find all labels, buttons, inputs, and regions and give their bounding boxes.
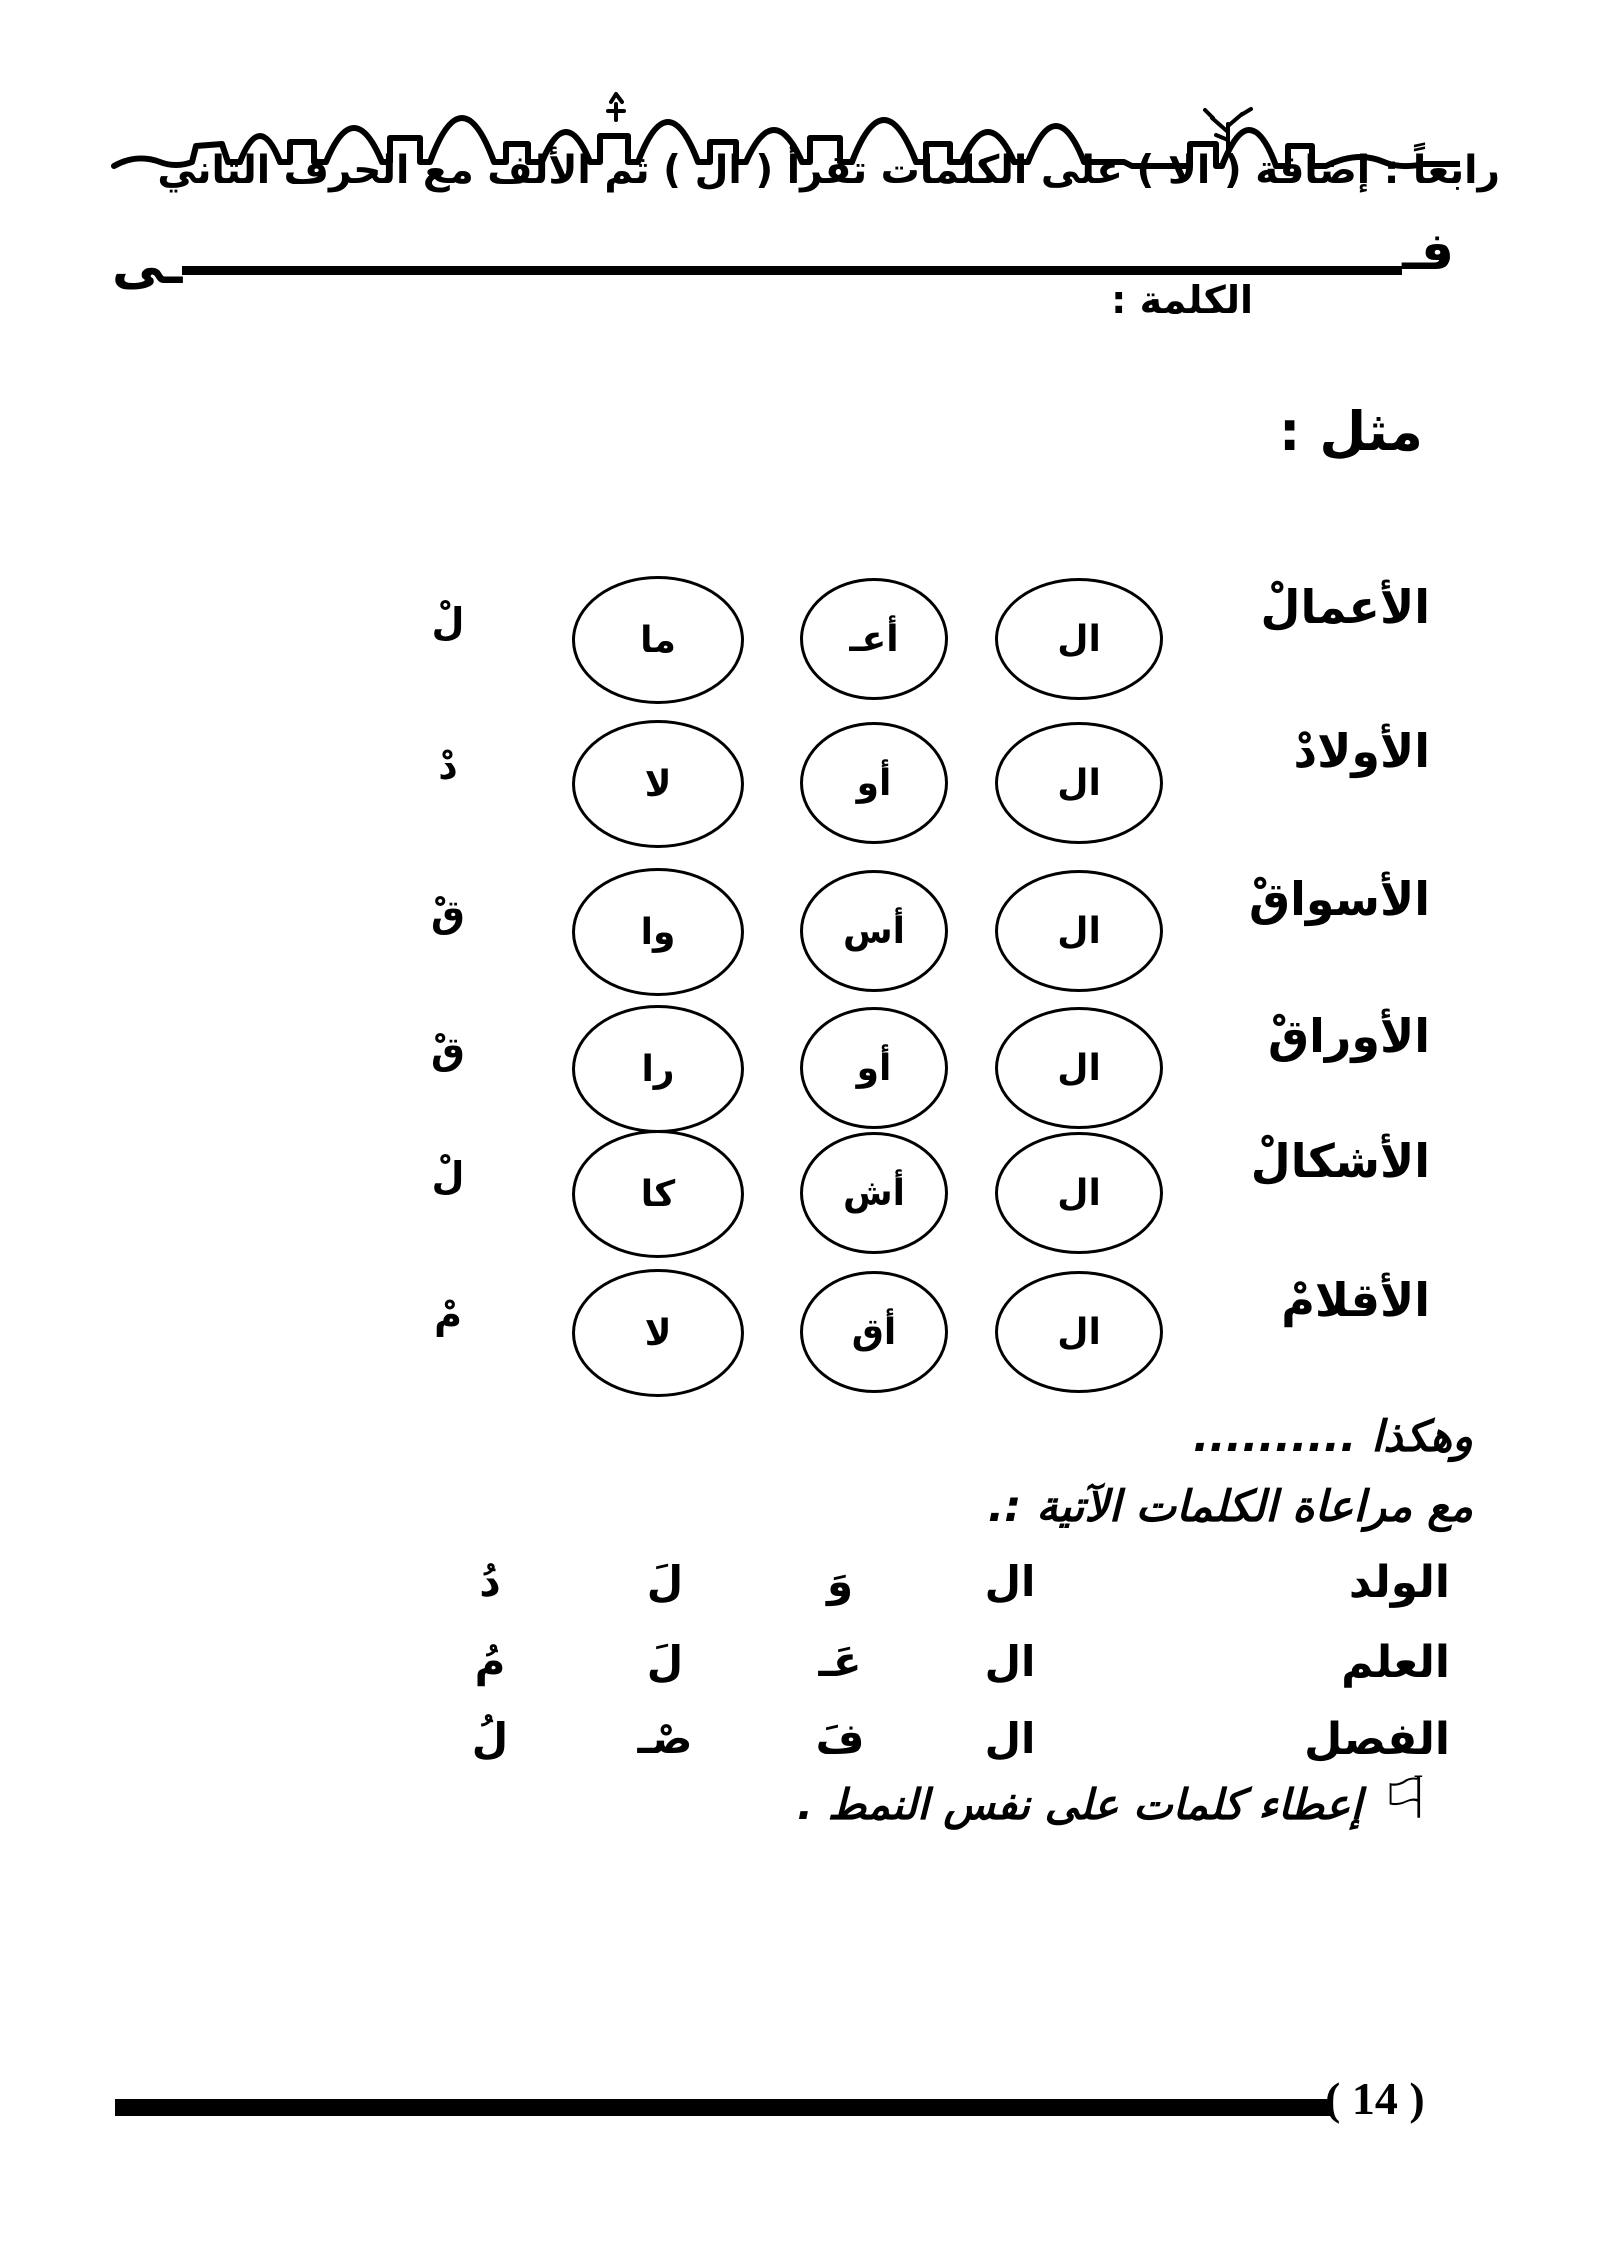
syllable-text: ما xyxy=(640,619,676,661)
final-letter: لْ xyxy=(431,600,465,644)
kashida-line xyxy=(182,266,1402,275)
example-row xyxy=(0,576,1600,702)
syllable-bubble xyxy=(572,868,744,996)
syllable-bubble xyxy=(572,720,744,848)
breakdown-word: الفصل xyxy=(1304,1714,1450,1765)
breakdown-part: وَ xyxy=(826,1557,854,1606)
syllable-text: كا xyxy=(640,1173,676,1215)
breakdown-row xyxy=(0,1557,1600,1629)
breakdown-part: مُ xyxy=(474,1637,506,1686)
breakdown-word: الولد xyxy=(1348,1557,1450,1608)
example-row xyxy=(0,1269,1600,1395)
syllable-text: ال xyxy=(1057,762,1101,804)
syllable-bubble xyxy=(995,1132,1163,1254)
flag-icon: ⚐ xyxy=(1380,1764,1432,1832)
breakdown-part: دُ xyxy=(479,1557,501,1606)
continuation-line: وهكذا .......... xyxy=(1192,1412,1473,1462)
teacher-note: إعطاء كلمات على نفس النمط . xyxy=(796,1780,1362,1829)
example-word: الأشكالْ xyxy=(1250,1134,1430,1188)
breakdown-row xyxy=(0,1637,1600,1709)
breakdown-part: عَـ xyxy=(818,1637,862,1686)
breakdown-row xyxy=(0,1714,1600,1786)
syllable-bubble xyxy=(995,578,1163,700)
final-letter: قْ xyxy=(431,892,465,936)
breakdown-part: ال xyxy=(984,1637,1036,1686)
final-letter: لْ xyxy=(431,1154,465,1198)
breakdown-part: صْـ xyxy=(637,1714,693,1763)
consider-words-line: مع مراعاة الكلمات الآتية :. xyxy=(987,1482,1473,1532)
syllable-bubble xyxy=(995,1007,1163,1129)
breakdown-part: لُ xyxy=(471,1714,509,1763)
word-label: الكلمة : xyxy=(1111,278,1253,322)
breakdown-part: لَ xyxy=(646,1557,684,1606)
breakdown-part: لَ xyxy=(646,1637,684,1686)
syllable-text: ال xyxy=(1057,1172,1101,1214)
syllable-bubble xyxy=(800,1007,948,1129)
lesson-title: رابعاً : إضافة ( الا ) على الكلمات تقرأ ( ال ) ثم الألف مع الحرف الثاني xyxy=(157,148,1500,193)
example-row xyxy=(0,1005,1600,1131)
syllable-bubble xyxy=(800,1132,948,1254)
fi-start-letter: فـ xyxy=(1402,222,1454,282)
syllable-text: ال xyxy=(1057,1311,1101,1353)
fi-end-letter: ـى xyxy=(112,236,183,296)
syllable-bubble xyxy=(572,576,744,704)
syllable-bubble xyxy=(995,870,1163,992)
syllable-bubble xyxy=(572,1269,744,1397)
example-word: الأولادْ xyxy=(1293,724,1430,778)
footer-rule xyxy=(115,2099,1330,2116)
example-word: الأوراقْ xyxy=(1268,1009,1430,1063)
breakdown-part: فَ xyxy=(815,1714,865,1763)
syllable-bubble xyxy=(995,722,1163,844)
syllable-text: ال xyxy=(1057,618,1101,660)
breakdown-part: ال xyxy=(984,1557,1036,1606)
example-label: مثل : xyxy=(1278,400,1423,463)
final-letter: مْ xyxy=(434,1293,462,1337)
syllable-bubble xyxy=(572,1130,744,1258)
syllable-bubble xyxy=(800,870,948,992)
example-row xyxy=(0,720,1600,846)
breakdown-part: ال xyxy=(984,1714,1036,1763)
example-row xyxy=(0,1130,1600,1256)
example-word: الأعمالْ xyxy=(1260,580,1430,634)
syllable-text: لا xyxy=(644,1312,672,1354)
syllable-text: أعـ xyxy=(849,618,899,660)
example-word: الأسواقْ xyxy=(1249,872,1430,926)
syllable-text: لا xyxy=(644,763,672,805)
syllable-text: ال xyxy=(1057,910,1101,952)
page-number: ( 14 ) xyxy=(1325,2073,1425,2124)
final-letter: قْ xyxy=(431,1029,465,1073)
syllable-bubble xyxy=(800,578,948,700)
syllable-text: ال xyxy=(1057,1047,1101,1089)
example-row xyxy=(0,868,1600,994)
final-letter: دْ xyxy=(438,744,458,788)
syllable-bubble xyxy=(995,1271,1163,1393)
syllable-text: أو xyxy=(856,1047,892,1089)
syllable-bubble xyxy=(572,1005,744,1133)
syllable-text: أق xyxy=(851,1311,897,1353)
syllable-text: أس xyxy=(843,910,906,952)
example-word: الأقلامْ xyxy=(1281,1273,1430,1327)
syllable-bubble xyxy=(800,722,948,844)
syllable-text: وا xyxy=(640,911,676,953)
breakdown-word: العلم xyxy=(1341,1637,1450,1688)
syllable-text: أو xyxy=(856,762,892,804)
syllable-text: أش xyxy=(843,1172,906,1214)
syllable-text: را xyxy=(641,1048,675,1090)
syllable-bubble xyxy=(800,1271,948,1393)
